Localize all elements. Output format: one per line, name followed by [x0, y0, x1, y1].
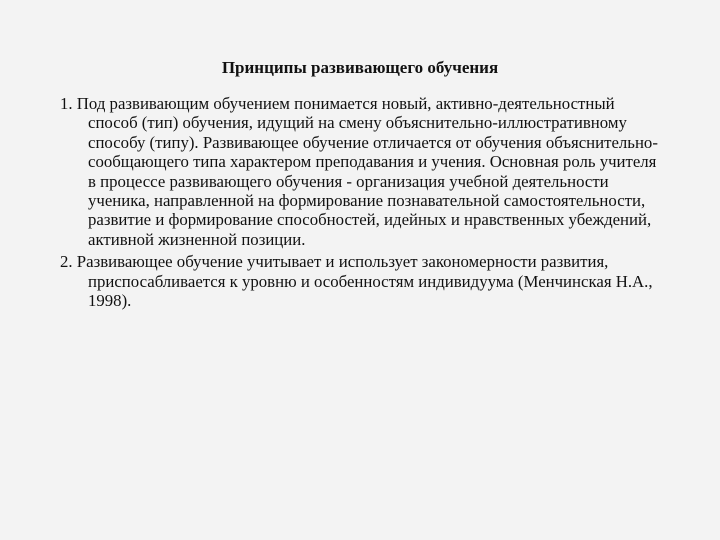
item-text-2: Развивающее обучение учитывает и использует закономерности развития, приспосабливается к уровню и особенностям индивидуума (Менчинская Н.А., 1998). [76, 252, 653, 311]
list-item-2 [60, 252, 660, 310]
slide-title: Принципы развивающего обучения [221, 58, 499, 77]
item-text-1: Под развивающим обучением понимается новый, активно-деятельностный способ (тип) обучения, идущий на смену объяснительно-иллюстративному способу (типу). Развивающее обучение отличается от обучения объяснительно-сообщающего типа характером преподавания и учения. Основная роль учителя в процессе развивающего обучения - организация учебной деятельности ученика, направленной на формирование познавательной самостоятельности, развитие и формирование способностей, идейных и нравственных убеждений, активной жизненной позиции. [76, 94, 658, 249]
item-number-1: 1. [60, 94, 73, 113]
item-number-2: 2. [60, 252, 73, 272]
list-item-1 [60, 94, 660, 249]
principles-list [60, 94, 660, 313]
